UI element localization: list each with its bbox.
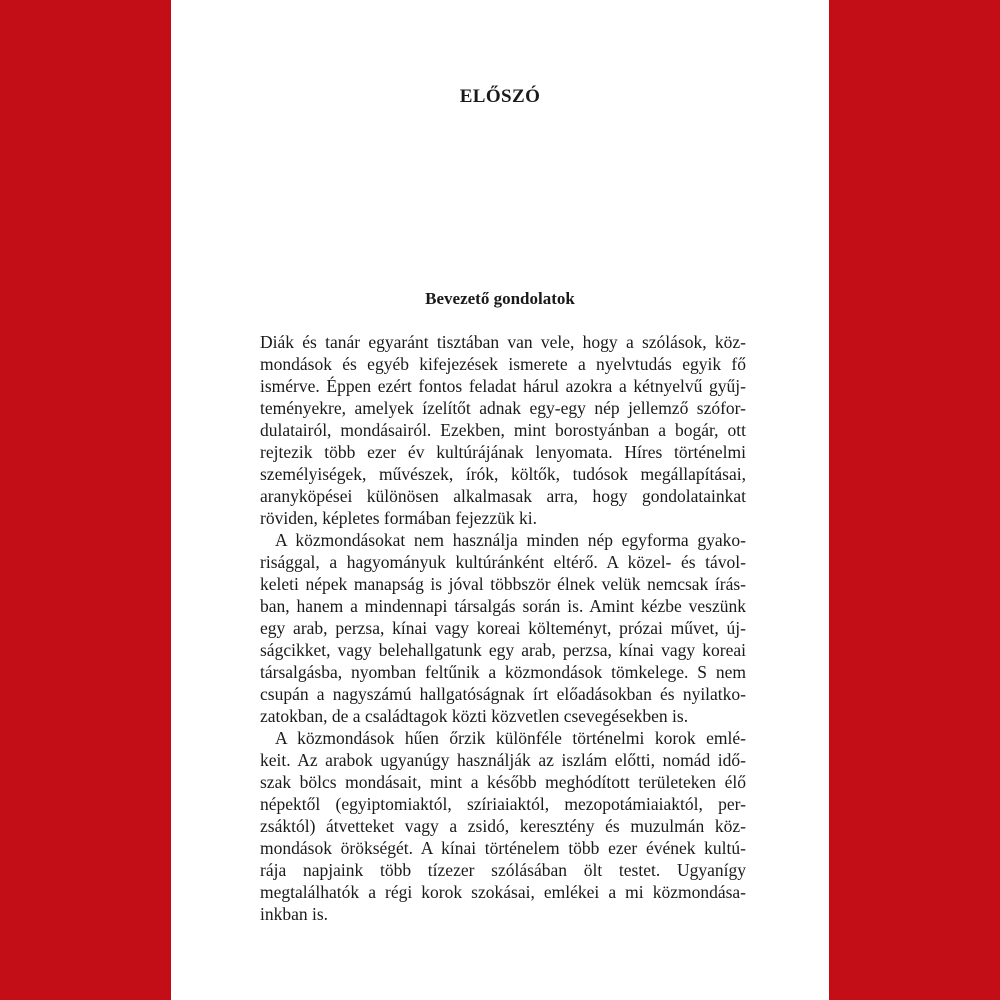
text-line: szak bölcs mondásait, mint a később meghódított területeken élő xyxy=(260,772,746,792)
text-line: röviden, képletes formában fejezzük ki. xyxy=(260,508,537,528)
text-line: Diák és tanár egyaránt tisztában van vele, hogy a szólások, köz- xyxy=(260,332,746,352)
text-line: A közmondásokat nem használja minden nép egyforma gyako- xyxy=(275,530,746,550)
text-line: mondások örökségét. A kínai történelem több ezer évének kultú- xyxy=(260,838,746,858)
text-line: keit. Az arabok ugyanúgy használják az iszlám előtti, nomád idő- xyxy=(260,750,746,770)
text-line: zsáktól) átvetteket vagy a zsidó, keresztény és muzulmán köz- xyxy=(260,816,746,836)
text-line: népektől (egyiptomiaktól, szíriaiaktól, mezopotámiaiaktól, per- xyxy=(260,794,746,814)
text-line: társalgásba, nyomban feltűnik a közmondások tömkelege. S nem xyxy=(260,662,746,682)
text-line: ismérve. Éppen ezért fontos feladat hárul azokra a kétnyelvű gyűj- xyxy=(260,376,746,396)
text-line: rejtezik több ezer év kultúrájának lenyomata. Híres történelmi xyxy=(260,442,746,462)
text-line: egy arab, perzsa, kínai vagy koreai költeményt, prózai művet, új- xyxy=(260,618,746,638)
text-line: teményekre, amelyek ízelítőt adnak egy-egy nép jellemző szófor- xyxy=(260,398,746,418)
text-line: rája napjaink több tízezer szólásában ölt testet. Ugyanígy xyxy=(260,860,746,880)
text-line: keleti népek manapság is jóval többször élnek velük nemcsak írás- xyxy=(260,574,746,594)
text-line: ságcikket, vagy belehallgatunk egy arab, perzsa, kínai vagy koreai xyxy=(260,640,746,660)
text-line: személyiségek, művészek, írók, költők, tudósok megállapításai, xyxy=(260,464,746,484)
text-line: megtalálhatók a régi korok szokásai, emlékei a mi közmondása- xyxy=(260,882,746,902)
text-line: mondások és egyéb kifejezések ismerete a nyelvtudás egyik fő xyxy=(260,354,746,374)
book-page xyxy=(171,0,829,1000)
section-title: Bevezető gondolatok xyxy=(425,289,575,308)
text-line: dulatairól, mondásairól. Ezekben, mint borostyánban a bogár, ott xyxy=(260,420,746,440)
chapter-title: ELŐSZÓ xyxy=(459,86,541,107)
text-line: ban, hanem a mindennapi társalgás során is. Amint kézbe veszünk xyxy=(260,596,746,616)
text-line: A közmondások hűen őrzik különféle történelmi korok emlé- xyxy=(275,728,746,748)
text-line: csupán a nagyszámú hallgatóságnak írt előadásokban és nyilatko- xyxy=(260,684,746,704)
text-line: zatokban, de a családtagok közti közvetlen csevegésekben is. xyxy=(260,706,689,726)
text-line: inkban is. xyxy=(260,904,329,924)
text-line: risággal, a hagyományuk kultúránként eltérő. A közel- és távol- xyxy=(260,552,746,572)
text-line: aranyköpései különösen alkalmasak arra, hogy gondolatainkat xyxy=(260,486,746,506)
